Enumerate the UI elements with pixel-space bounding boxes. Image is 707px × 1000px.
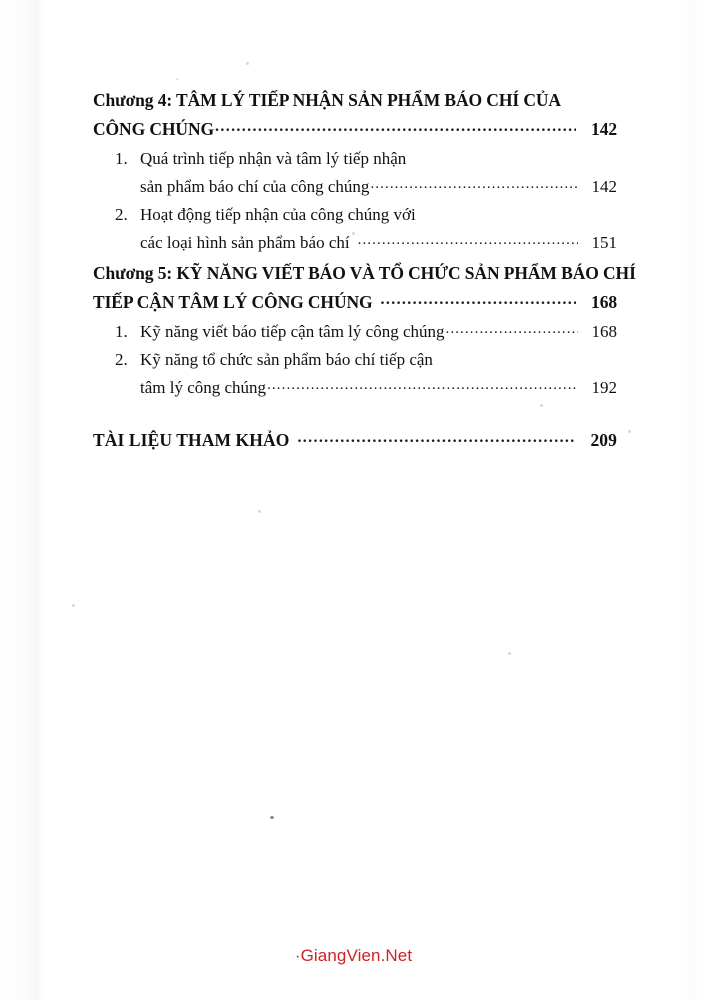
toc-item-number: 2. xyxy=(115,350,128,369)
toc-references-entry[interactable] xyxy=(93,426,617,455)
scan-speck xyxy=(72,604,75,607)
toc-item-body xyxy=(140,201,617,257)
dot-leader xyxy=(267,376,578,393)
toc-chapter-line: Chương 5: KỸ NĂNG VIẾT BÁO VÀ TỔ CHỨC SẢN PHẨM BÁO CHÍ xyxy=(93,263,636,283)
toc-item-leader-row xyxy=(140,229,617,257)
scan-speck xyxy=(176,78,178,80)
toc-chapter-line: TIẾP CẬN TÂM LÝ CÔNG CHÚNG xyxy=(93,292,373,312)
toc-item[interactable] xyxy=(93,145,617,201)
dot-leader xyxy=(446,320,579,337)
toc-item[interactable] xyxy=(93,201,617,257)
scan-speck xyxy=(258,510,261,513)
scan-speck xyxy=(246,62,249,65)
toc-item-group xyxy=(93,318,617,402)
toc-item-line: Hoạt động tiếp nhận của công chúng với xyxy=(140,205,416,224)
toc-chapter-entry[interactable] xyxy=(93,259,636,317)
toc-references-leader-row xyxy=(93,426,617,455)
toc-item-number: 1. xyxy=(115,149,128,168)
toc-item-leader-row xyxy=(140,173,617,201)
toc-page-number: 192 xyxy=(591,378,617,397)
toc-item-line: sản phẩm báo chí của công chúng xyxy=(140,177,370,196)
scan-speck xyxy=(508,652,511,655)
toc-page-number: 151 xyxy=(591,233,617,252)
toc-references-label: TÀI LIỆU THAM KHẢO xyxy=(93,430,290,450)
toc-chapter-line: CÔNG CHÚNG xyxy=(93,119,215,139)
toc-item-leader-row xyxy=(140,374,617,402)
toc-item-line: Kỹ năng tổ chức sản phẩm báo chí tiếp cận xyxy=(140,350,433,369)
dot-leader xyxy=(297,429,576,447)
dot-leader xyxy=(381,291,576,309)
toc-item-number: 1. xyxy=(115,322,128,341)
dot-leader xyxy=(358,231,578,248)
toc-item-body xyxy=(140,145,617,201)
toc-page-number: 168 xyxy=(591,322,617,341)
toc-page-number: 209 xyxy=(590,430,617,450)
scan-speck xyxy=(628,430,631,433)
scan-edge-shading-right xyxy=(681,0,707,1000)
toc-page-number: 168 xyxy=(591,292,617,312)
toc-item-line: Quá trình tiếp nhận và tâm lý tiếp nhận xyxy=(140,149,407,168)
scan-speck xyxy=(270,816,274,819)
toc-item-line: Kỹ năng viết báo tiếp cận tâm lý công chúng xyxy=(140,322,445,341)
toc-chapter-leader-row xyxy=(93,115,617,144)
toc-chapter-leader-row xyxy=(93,288,617,317)
toc-page-number: 142 xyxy=(591,119,617,139)
toc-page-number: 142 xyxy=(591,177,617,196)
scan-edge-shading-left xyxy=(0,0,46,1000)
toc-item[interactable] xyxy=(93,346,617,402)
dot-leader xyxy=(215,118,576,136)
toc-item-group xyxy=(93,145,617,257)
toc-item-leader-row xyxy=(140,318,617,346)
table-of-contents xyxy=(93,86,636,455)
toc-item-line: tâm lý công chúng xyxy=(140,378,267,397)
toc-item[interactable] xyxy=(93,318,617,346)
toc-item-number: 2. xyxy=(115,205,128,224)
toc-item-line: các loại hình sản phẩm báo chí xyxy=(140,233,350,252)
toc-item-body xyxy=(140,346,617,402)
toc-item-body xyxy=(140,318,617,346)
site-watermark: ·GiangVien.Net xyxy=(294,946,413,965)
toc-chapter-entry[interactable] xyxy=(93,86,617,144)
toc-chapter-line: Chương 4: TÂM LÝ TIẾP NHẬN SẢN PHẨM BÁO CHÍ CỦA xyxy=(93,90,561,110)
dot-leader xyxy=(370,175,578,192)
